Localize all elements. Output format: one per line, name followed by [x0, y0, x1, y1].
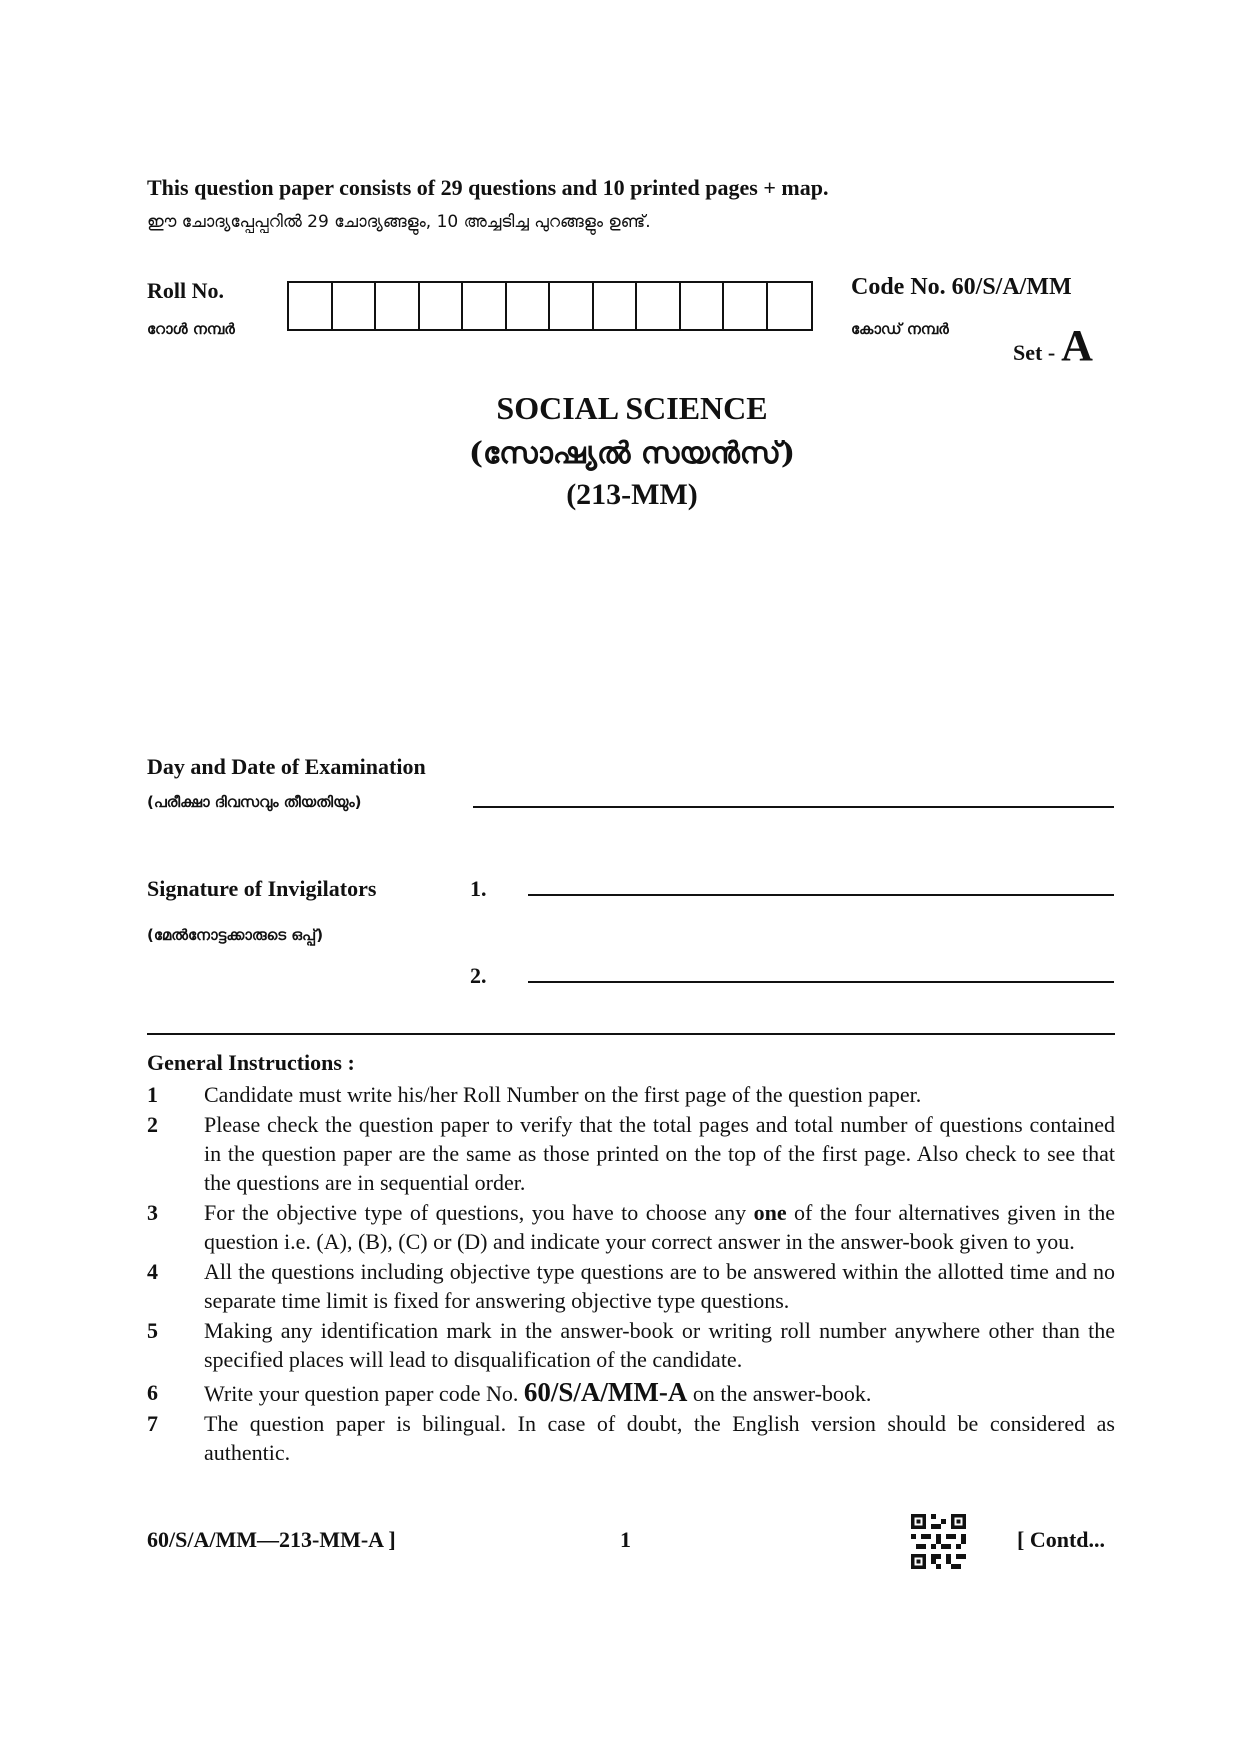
roll-number-label-malayalam: റോൾ നമ്പർ — [147, 320, 235, 338]
roll-digit-box[interactable] — [463, 283, 507, 329]
subject-title-malayalam: (സോഷ്യൽ സയൻസ്) — [468, 436, 796, 471]
subject-code: (213-MM) — [566, 478, 698, 511]
code-number: Code No. 60/S/A/MM — [851, 274, 1072, 300]
instruction-number: 4 — [147, 1259, 158, 1284]
invigilator-signature-label: Signature of Invigilators — [147, 876, 377, 901]
section-divider — [147, 1033, 1115, 1035]
roll-digit-box[interactable] — [507, 283, 551, 329]
instruction-item — [147, 1378, 1115, 1408]
qr-code-icon — [911, 1514, 966, 1569]
instruction-text: Making any identification mark in the answer-book or writing roll number anywhere other than the specified places will lead to disqualification of the candidate. — [204, 1318, 1115, 1372]
roll-digit-box[interactable] — [289, 283, 333, 329]
roll-digit-box[interactable] — [420, 283, 464, 329]
roll-digit-box[interactable] — [768, 283, 812, 329]
instruction-item — [147, 1409, 1115, 1467]
invigilator-1-signature-line[interactable] — [528, 894, 1114, 896]
pages-info-malayalam: ഈ ചോദ്യപ്പേപ്പറിൽ 29 ചോദ്യങ്ങളും, 10 അച്ചടിച്ച പുറങ്ങളും ഉണ്ട്. — [147, 212, 651, 232]
instruction-text — [204, 1378, 1115, 1408]
set-letter: A — [1061, 321, 1093, 370]
footer-paper-code: 60/S/A/MM—213-MM-A ] — [147, 1527, 396, 1552]
instruction-item — [147, 1110, 1115, 1197]
instruction-item — [147, 1198, 1115, 1256]
instruction-number: 2 — [147, 1112, 158, 1137]
roll-digit-box[interactable] — [594, 283, 638, 329]
set-indicator — [1013, 320, 1093, 371]
roll-digit-box[interactable] — [637, 283, 681, 329]
roll-digit-box[interactable] — [550, 283, 594, 329]
page-number: 1 — [620, 1527, 631, 1552]
answer-book-code: 60/S/A/MM-A — [523, 1377, 688, 1407]
instruction-number: 1 — [147, 1082, 158, 1107]
instruction-item — [147, 1080, 1115, 1109]
roll-digit-box[interactable] — [376, 283, 420, 329]
exam-date-line[interactable] — [473, 806, 1114, 808]
instruction-number: 7 — [147, 1411, 158, 1436]
instruction-number: 5 — [147, 1318, 158, 1343]
roll-digit-box[interactable] — [724, 283, 768, 329]
invigilator-1-number: 1. — [470, 876, 487, 901]
invigilator-2-signature-line[interactable] — [528, 981, 1114, 983]
invigilator-signature-label-malayalam: (മേൽനോട്ടക്കാരുടെ ഒപ്പ്) — [147, 926, 324, 944]
instruction-text-part: Write your question paper code No. — [204, 1381, 524, 1406]
exam-date-label: Day and Date of Examination — [147, 754, 426, 779]
instruction-number: 3 — [147, 1200, 158, 1225]
instruction-text: Candidate must write his/her Roll Number on the first page of the question paper. — [204, 1082, 922, 1107]
subject-title: SOCIAL SCIENCE — [496, 390, 768, 426]
instruction-item — [147, 1316, 1115, 1374]
instructions-title: General Instructions : — [147, 1050, 355, 1075]
roll-digit-box[interactable] — [681, 283, 725, 329]
roll-digit-box[interactable] — [333, 283, 377, 329]
instruction-text-part: For the objective type of questions, you have to choose any — [204, 1200, 754, 1225]
instruction-text-part: on the answer-book. — [687, 1381, 872, 1406]
roll-number-boxes[interactable] — [287, 281, 813, 331]
instruction-text — [204, 1198, 1115, 1256]
continued-label: [ Contd... — [1017, 1527, 1106, 1552]
instruction-text: The question paper is bilingual. In case of doubt, the English version should be considered as authentic. — [204, 1411, 1115, 1465]
instruction-text-part: of the four alternatives given in the question i.e. (A), (B), (C) or (D) and indicate your correct answer in the answer-book given to you. — [204, 1200, 1115, 1254]
exam-date-label-malayalam: (പരീക്ഷാ ദിവസവും തീയതിയും) — [147, 793, 362, 811]
instruction-item — [147, 1257, 1115, 1315]
pages-info: This question paper consists of 29 questions and 10 printed pages + map. — [147, 175, 829, 200]
instruction-number: 6 — [147, 1380, 158, 1405]
instruction-text: All the questions including objective type questions are to be answered within the allotted time and no separate time limit is fixed for answering objective type questions. — [204, 1259, 1115, 1313]
roll-number-label: Roll No. — [147, 278, 224, 303]
instruction-text: Please check the question paper to verify that the total pages and total number of questions contained in the question paper are the same as those printed on the top of the first page. Also check to see that the questions are in sequential order. — [204, 1112, 1115, 1195]
instruction-emphasis: one — [753, 1200, 787, 1225]
invigilator-2-number: 2. — [470, 963, 487, 988]
instructions-list — [147, 1080, 1115, 1468]
code-number-label-malayalam: കോഡ് നമ്പർ — [851, 320, 949, 338]
set-label: Set - — [1013, 340, 1056, 365]
